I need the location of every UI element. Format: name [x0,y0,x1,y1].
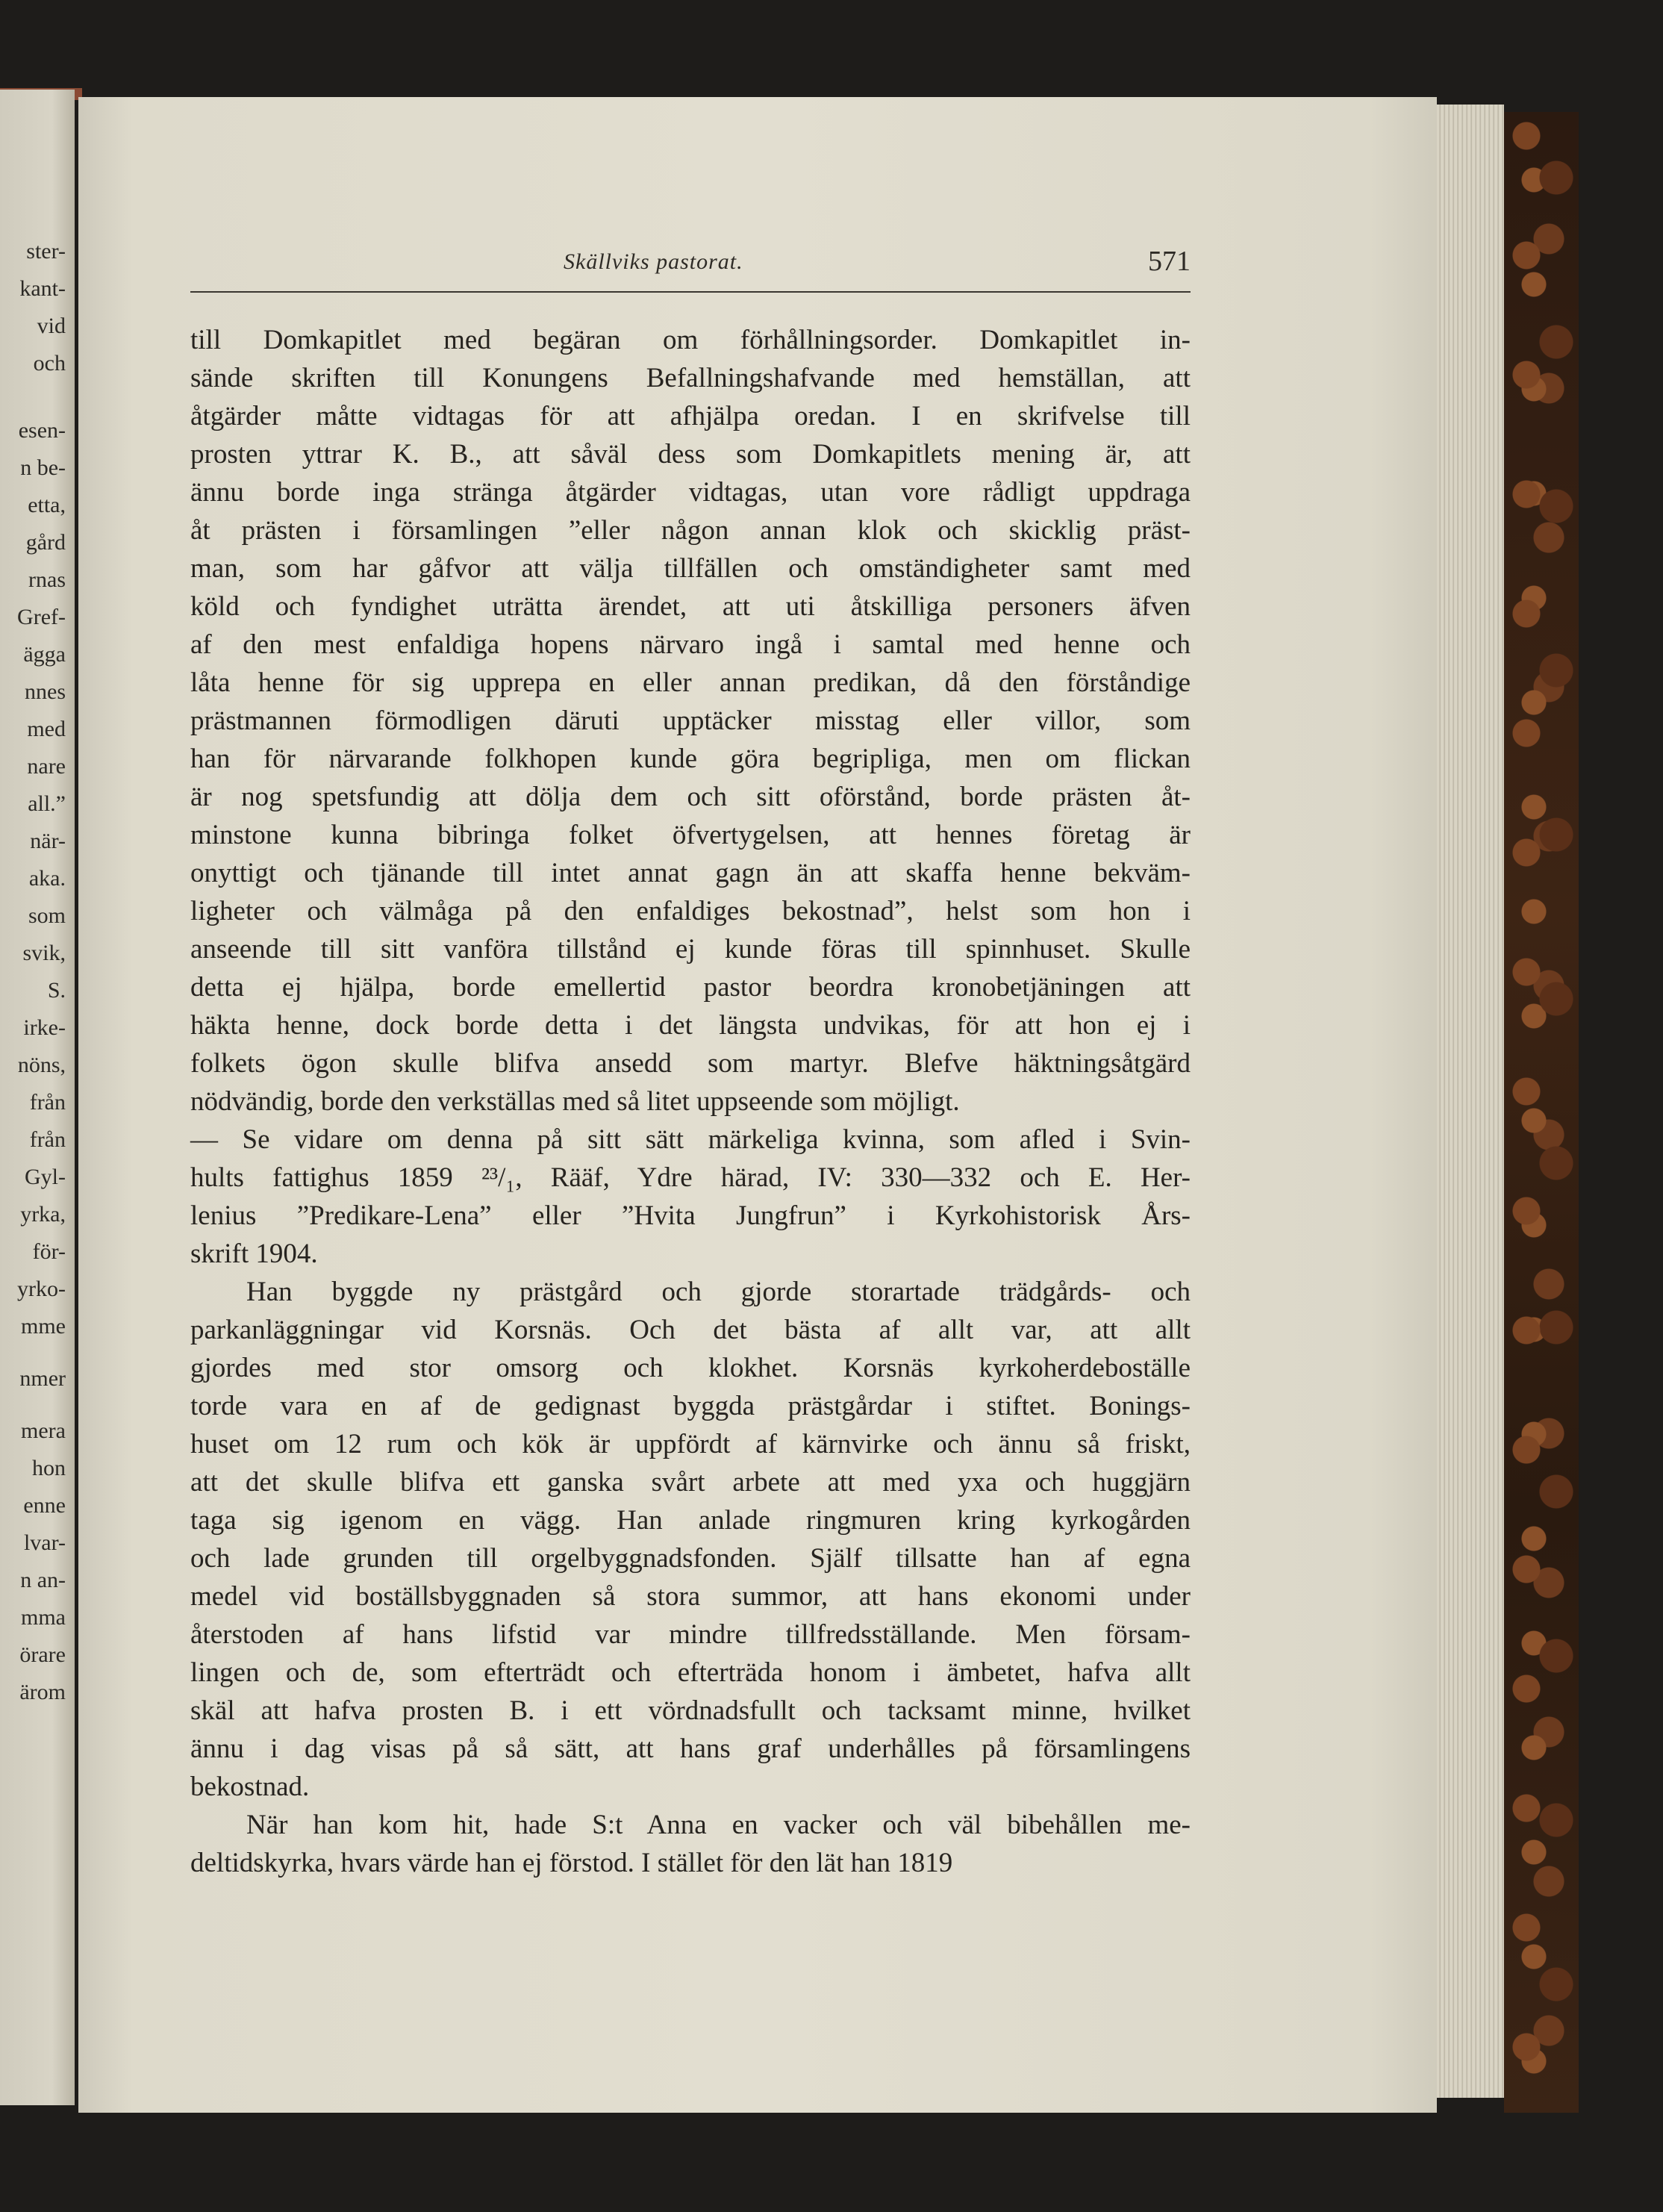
left-page-fragment: n be- [20,455,66,480]
left-page-fragment: aka. [28,866,66,891]
left-page-fragment: gård [25,530,66,555]
text-line: häkta henne, dock borde detta i det längsta undvikas, för att hon ej i [190,1010,1191,1041]
left-page-fragment: ärom [19,1680,66,1704]
running-head: Skällviks pastorat. [564,249,743,274]
text-line: Han byggde ny prästgård och gjorde storartade trädgårds- och [246,1277,1191,1307]
left-page-fragment: esen- [18,418,66,443]
text-line: köld och fyndighet uträtta ärendet, att uti åtskilliga personers äfven [190,591,1191,622]
left-page-fragment: ster- [26,239,66,264]
text-line: prästmannen förmodligen däruti upptäcker misstag eller villor, som [190,705,1191,736]
left-page-fragment: örare [19,1642,66,1667]
left-page-fragment: vid [37,314,66,338]
left-page-fragment: yrka, [20,1202,66,1227]
left-page-fragment: nare [27,754,66,779]
text-line: ännu borde inga stränga åtgärder vidtagas, utan vore rådligt uppdraga [190,477,1191,508]
left-page-fragment: för- [32,1239,66,1264]
text-line: parkanläggningar vid Korsnäs. Och det bästa af allt var, att allt [190,1315,1191,1345]
text-line: hults fattighus 1859 ²³/₁, Rääf, Ydre härad, IV: 330—332 och E. Her- [190,1162,1191,1193]
text-line: han för närvarande folkhopen kunde göra begripliga, men om flickan [190,744,1191,774]
left-page-fragment: S. [47,978,66,1003]
text-line: — Se vidare om denna på sitt sätt märkeliga kvinna, som afled i Svin- [190,1124,1191,1155]
text-line: ligheter och välmåga på den enfaldiges bekostnad”, helst som hon i [190,896,1191,926]
text-line: onyttigt och tjänande till intet annat gagn än att skaffa henne bekväm- [190,858,1191,888]
left-page-fragment: etta, [28,493,66,517]
left-page-fragment: från [29,1127,66,1152]
text-line: ännu i dag visas på så sätt, att hans graf underhålles på församlingens [190,1733,1191,1764]
text-line: åtgärder måtte vidtagas för att afhjälpa oredan. I en skrifvelse till [190,401,1191,432]
page-number: 571 [1148,246,1191,277]
text-line: till Domkapitlet med begäran om förhållningsorder. Domkapitlet in- [190,325,1191,355]
text-line: prosten yttrar K. B., att såväl dess som Domkapitlets mening är, att [190,439,1191,470]
text-line: åt prästen i församlingen ”eller någon annan klok och skicklig präst- [190,515,1191,546]
text-line: och lade grunden till orgelbyggnadsfonden. Själf tillsatte han af egna [190,1543,1191,1574]
text-line: skrift 1904. [190,1239,318,1269]
left-page-fragment: all.” [28,791,66,816]
left-page-fragment: kant- [19,276,66,301]
left-page-fragment: Gyl- [25,1165,66,1189]
text-line: sände skriften till Konungens Befallningshafvande med hemställan, att [190,363,1191,393]
page-edges [1437,105,1504,2098]
left-page-fragment: med [27,717,66,741]
header-rule [190,291,1191,293]
left-page-fragment: som [28,903,66,928]
text-line: gjordes med stor omsorg och klokhet. Korsnäs kyrkoherdeboställe [190,1353,1191,1383]
text-line: detta ej hjälpa, borde emellertid pastor beordra kronobetjäningen att [190,972,1191,1003]
text-line: låta henne för sig upprepa en eller annan predikan, då den förståndige [190,667,1191,698]
left-page-fragment: irke- [23,1015,66,1040]
left-page-fragment: när- [30,829,66,853]
left-page-fragment: mme [21,1314,66,1339]
text-line: anseende till sitt vanföra tillstånd ej kunde föras till spinnhuset. Skulle [190,934,1191,965]
left-page-fragment: mma [21,1605,66,1630]
body-text [190,321,1191,1882]
text-line: lenius ”Predikare-Lena” eller ”Hvita Jungfrun” i Kyrkohistorisk Års- [190,1200,1191,1231]
text-line: torde vara en af de gedignast byggda prästgårdar i stiftet. Bonings- [190,1391,1191,1421]
page-header [190,245,1191,290]
text-line: När han kom hit, hade S:t Anna en vacker och väl bibehållen me- [246,1810,1191,1840]
marbled-cover [1504,112,1579,2113]
left-page-fragment: från [29,1090,66,1115]
left-page-fragment: nmer [19,1366,66,1391]
left-page-fragment: nnes [25,679,66,704]
text-line: lingen och de, som efterträdt och efterträda honom i ämbetet, hafva allt [190,1657,1191,1688]
left-page-fragment: lvar- [23,1530,66,1555]
text-line: taga sig igenom en vägg. Han anlade ringmuren kring kyrkogården [190,1505,1191,1536]
text-line: minstone kunna bibringa folket öfvertygelsen, att hennes företag är [190,820,1191,850]
left-page-fragment: rnas [28,567,66,592]
text-line: att det skulle blifva ett ganska svårt arbete att med yxa och huggjärn [190,1467,1191,1498]
left-page-fragment: enne [23,1493,66,1518]
left-page-fragment: yrko- [17,1277,66,1301]
text-line: af den mest enfaldiga hopens närvaro ingå i samtal med henne och [190,629,1191,660]
text-line: man, som har gåfvor att välja tillfällen och omständigheter samt med [190,553,1191,584]
left-page-fragment: nöns, [17,1053,66,1077]
left-page-fragment: Gref- [17,605,66,629]
text-line: huset om 12 rum och kök är uppfördt af kärnvirke och ännu så friskt, [190,1429,1191,1459]
text-line: skäl att hafva prosten B. i ett vördnadsfullt och tacksamt minne, hvilket [190,1695,1191,1726]
text-line: bekostnad. [190,1772,310,1802]
left-page-fragment: n an- [20,1568,66,1592]
text-line: deltidskyrka, hvars värde han ej förstod. I stället för den lät han 1819 [190,1848,953,1878]
text-line: är nog spetsfundig att dölja dem och sitt oförstånd, borde prästen åt- [190,782,1191,812]
text-line: återstoden af hans lifstid var mindre tillfredsställande. Men försam- [190,1619,1191,1650]
left-page-fragment: och [33,351,66,376]
left-page-fragment: mera [21,1418,66,1443]
left-page-fragment: ägga [23,642,66,667]
text-line: nödvändig, borde den verkställas med så litet uppseende som möjligt. [190,1086,960,1117]
text-line: folkets ögon skulle blifva ansedd som martyr. Blefve häktningsåtgärd [190,1048,1191,1079]
text-line: medel vid boställsbyggnaden så stora summor, att hans ekonomi under [190,1581,1191,1612]
left-page-fragment: hon [32,1456,66,1480]
left-page [0,90,75,2105]
left-page-fragment: svik, [22,941,66,965]
